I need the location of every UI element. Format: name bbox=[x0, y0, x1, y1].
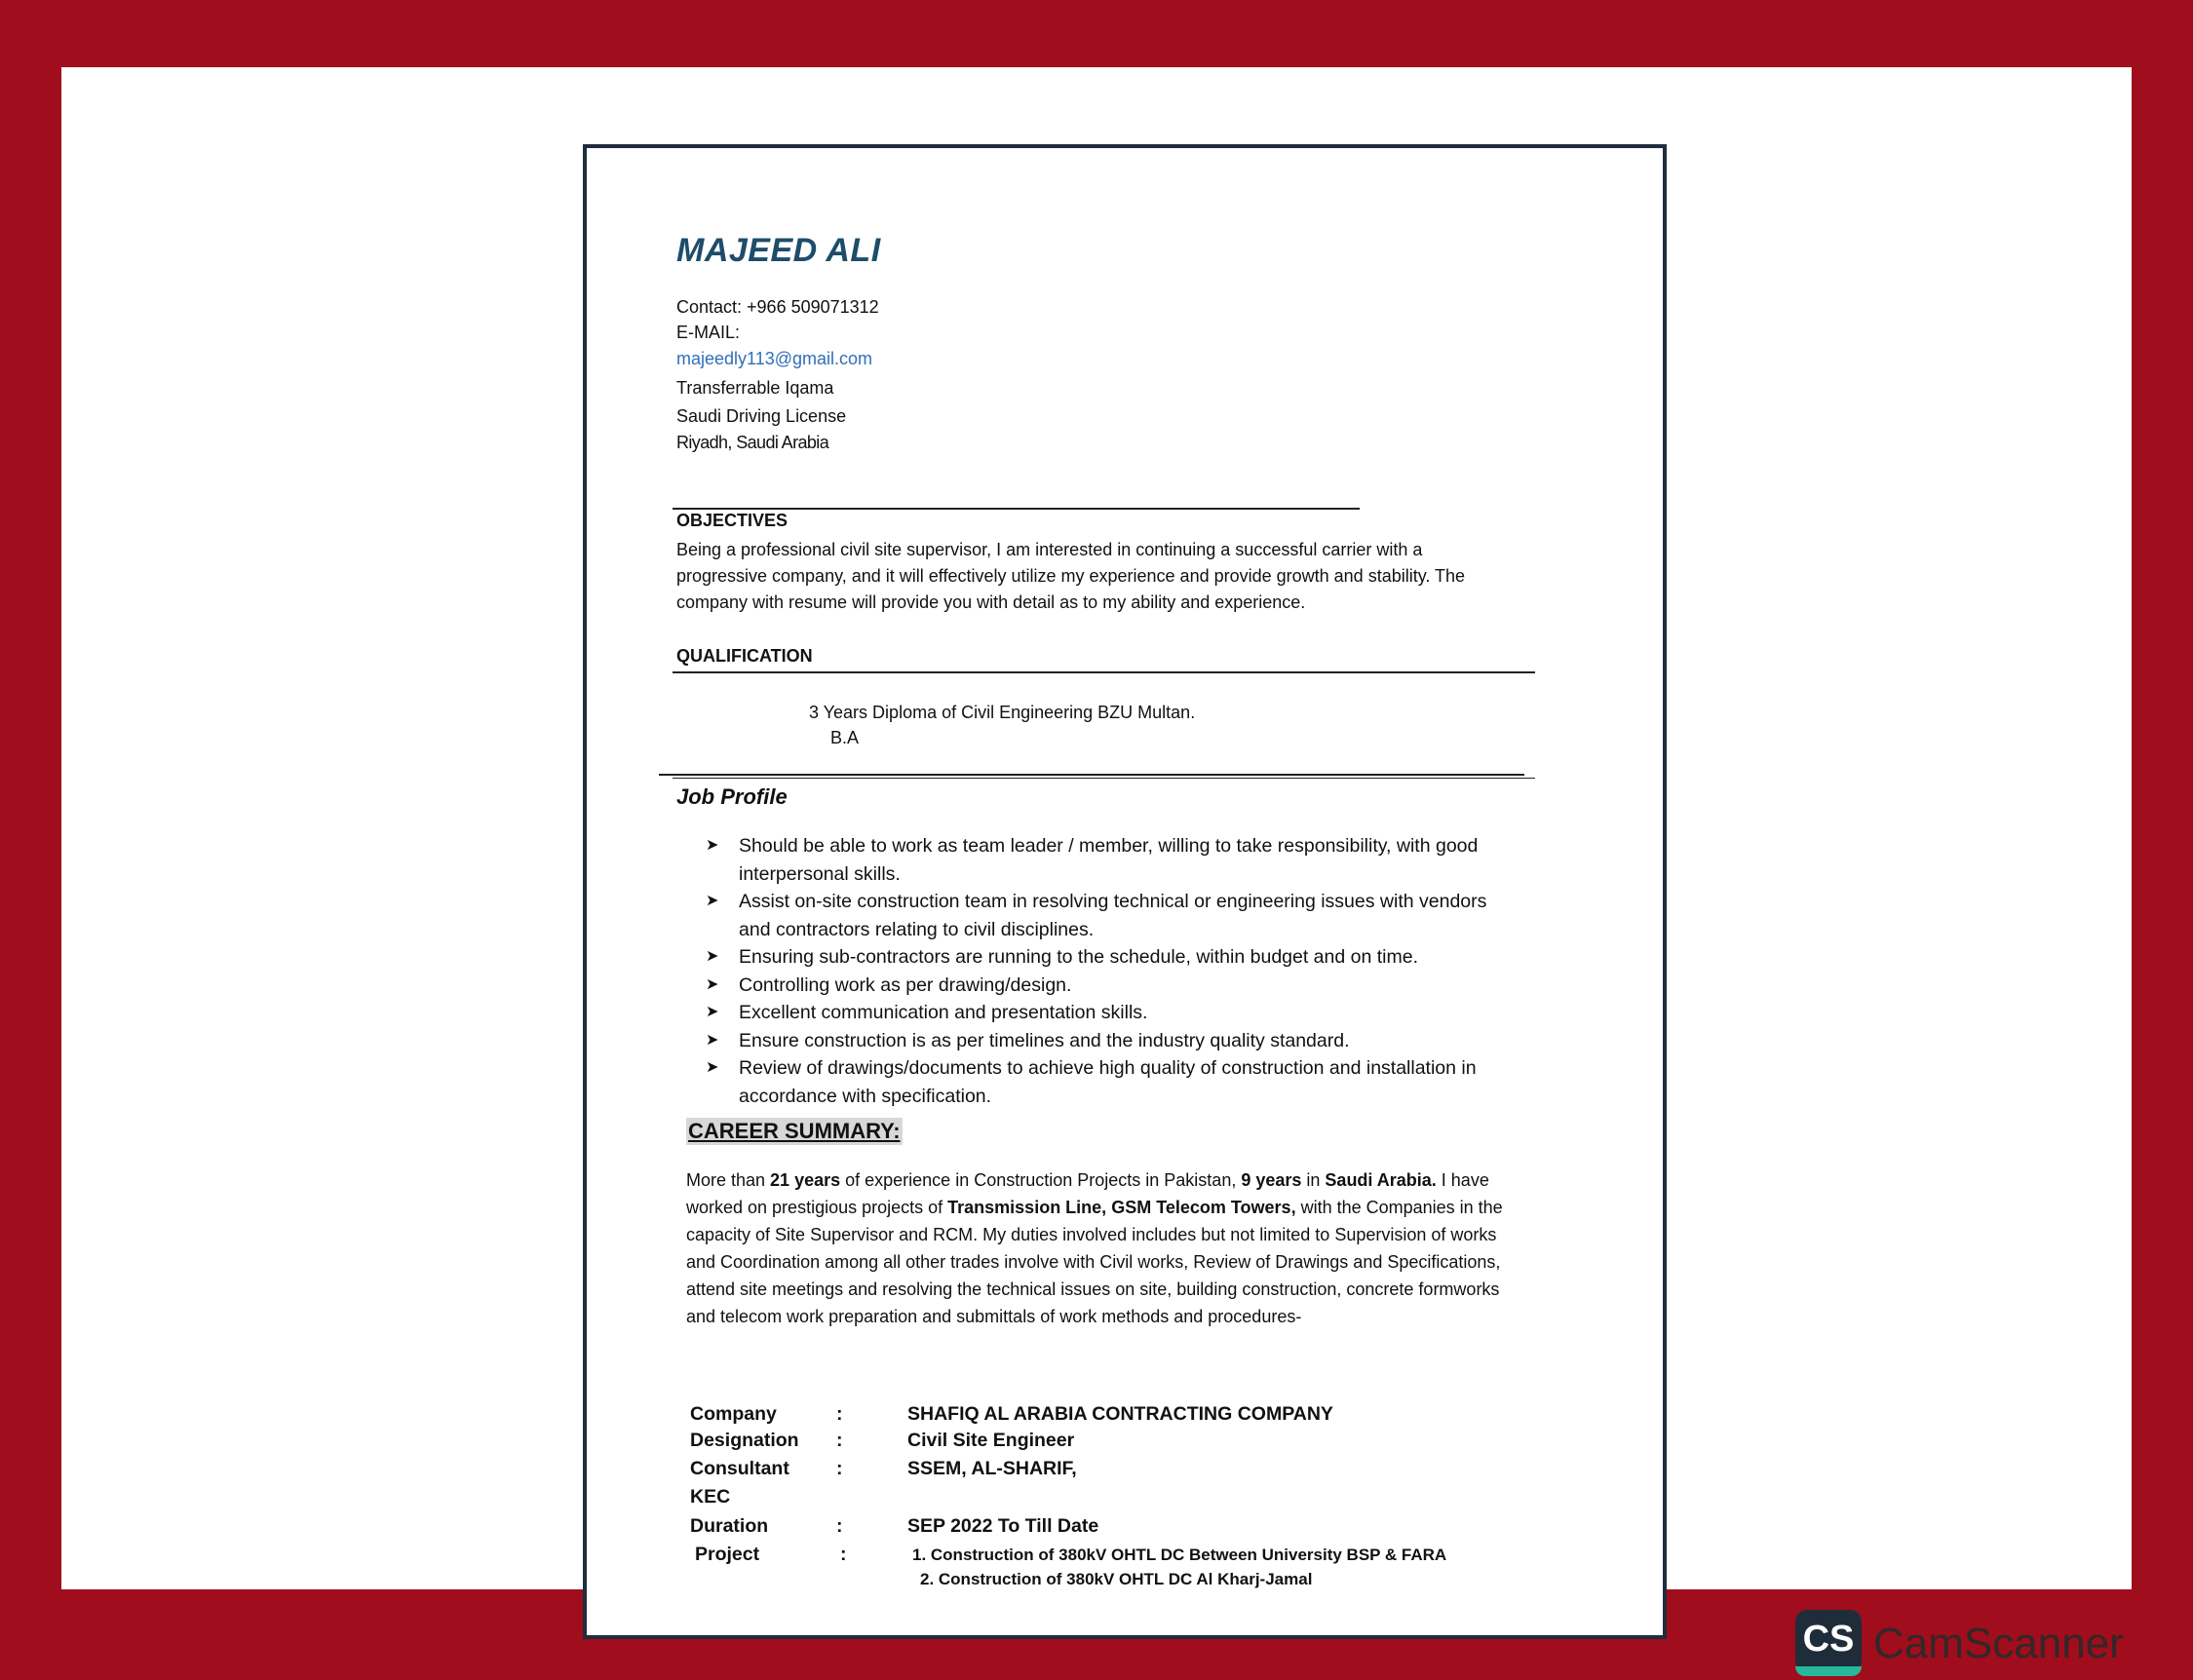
project-2: 2. Construction of 380kV OHTL DC Al Kharj-Jamal bbox=[920, 1570, 1313, 1588]
colon: : bbox=[836, 1403, 843, 1425]
colon: : bbox=[836, 1430, 843, 1451]
list-item: ➤ Ensuring sub-contractors are running to the schedule, within budget and on time. bbox=[706, 943, 1505, 972]
arrow-bullet-icon: ➤ bbox=[706, 1004, 719, 1020]
qualification-diploma: 3 Years Diploma of Civil Engineering BZU Multan. bbox=[809, 703, 1196, 722]
location-text: Riyadh, Saudi Arabia bbox=[676, 433, 829, 452]
candidate-name: MAJEED ALI bbox=[676, 232, 881, 269]
list-item: ➤ Should be able to work as team leader / member, willing to take responsibility, with good interpersonal skills. bbox=[706, 832, 1505, 888]
camscanner-logo-icon: CS bbox=[1795, 1610, 1862, 1672]
duration-value: SEP 2022 To Till Date bbox=[907, 1515, 1099, 1537]
email-label: E-MAIL: bbox=[676, 323, 741, 342]
scan-background bbox=[61, 67, 2132, 1667]
consultant-label: Consultant bbox=[690, 1458, 789, 1479]
consultant-value: SSEM, AL-SHARIF, bbox=[907, 1458, 1077, 1479]
project-1: 1. Construction of 380kV OHTL DC Between University BSP & FARA bbox=[912, 1546, 1447, 1564]
divider bbox=[673, 778, 1535, 779]
contact-phone: Contact: +966 509071312 bbox=[676, 297, 879, 317]
colon: : bbox=[840, 1544, 847, 1565]
duration-label: Duration bbox=[690, 1515, 769, 1537]
career-summary-heading: CAREER SUMMARY: bbox=[688, 1119, 901, 1143]
objectives-line-2: progressive company, and it will effectively utilize my experience and provide growth and stability. The bbox=[676, 566, 1466, 586]
list-item: ➤ Excellent communication and presentation skills. bbox=[706, 999, 1505, 1027]
arrow-bullet-icon: ➤ bbox=[706, 975, 719, 993]
arrow-bullet-icon: ➤ bbox=[706, 893, 719, 909]
objectives-heading: OBJECTIVES bbox=[676, 511, 789, 530]
arrow-bullet-icon: ➤ bbox=[706, 948, 719, 965]
divider bbox=[659, 774, 1524, 776]
company-label: Company bbox=[690, 1403, 777, 1425]
list-item: ➤ Review of drawings/documents to achieve high quality of construction and installation in accordance with specification. bbox=[706, 1054, 1505, 1110]
arrow-bullet-icon: ➤ bbox=[706, 1031, 719, 1049]
camscanner-watermark bbox=[1795, 1610, 2127, 1680]
divider bbox=[673, 671, 1535, 673]
project-label: Project bbox=[695, 1544, 760, 1565]
colon: : bbox=[836, 1458, 843, 1479]
watermark-text: CamScanner bbox=[1873, 1620, 2124, 1667]
designation-value: Civil Site Engineer bbox=[907, 1430, 1075, 1451]
designation-label: Designation bbox=[690, 1430, 799, 1451]
objectives-line-3: company with resume will provide you with detail as to my ability and experience. bbox=[676, 592, 1306, 612]
list-item: ➤ Assist on-site construction team in resolving technical or engineering issues with vendors and contractors relating to civil disciplines. bbox=[706, 888, 1505, 943]
email-link[interactable]: majeedly113@gmail.com bbox=[676, 349, 873, 368]
colon: : bbox=[836, 1515, 843, 1537]
job-profile-heading: Job Profile bbox=[676, 784, 788, 809]
license-text: Saudi Driving License bbox=[676, 406, 847, 426]
list-item: ➤ Controlling work as per drawing/design. bbox=[706, 972, 1505, 1000]
arrow-bullet-icon: ➤ bbox=[706, 1059, 719, 1076]
job-profile-list bbox=[706, 832, 1505, 1110]
resume-page: MAJEED ALI Contact: +966 509071312 E-MAIL: majeedly113@gmail.com Transferrable Iqama Saudi Driving License Riyadh, Saudi Arabia OBJECTIVES Being a professional civil site supervisor, I am interested in continuing a successful carrier with a progressive company, and it will effectively utilize my experience and provide growth and stability. The company with resume will provide you with detail as to my ability and experience. QUALIFICATION 3 Years Diploma of Civil Engineering BZU Multan. B.A Job Profile ➤ Should be able to work as team leader / member, willing to take responsibility, with good interpersonal skills. ➤ Assist on-site construction team in resolving technical or engineering issues with vendors and contractors relating to civil disciplines. ➤ Ensuring sub-contractors are running to the schedule, within budget and on time. ➤ Controlling work as per drawing/design. ➤ Excellent communication and presentation skills. ➤ Ensure construction is as per timelines and the industry quality standard. ➤ Review of drawings/documents to achieve high quality of construction and installation in accordance with specification. CAREER SUMMARY: More than 21 years of experience in Construction Projects in Pakistan, 9 years in Saudi Arabia. I have worked on prestigious projects of Transmission Line, GSM Telecom Towers, with the Companies in the capacity of Site Supervisor and RCM. My duties involved includes but not limited to Supervision of works and Coordination among all other trades involve with Civil works, Review of Drawings and Specifications, attend site meetings and resolving the technical issues on site, building construction, concrete formworks and telecom work preparation and submittals of work methods and procedures- Company : SHAFIQ AL ARABIA CONTRACTING COMPANY Designation : Civil Site Engineer Consultant : SSEM, AL-SHARIF, KEC Duration : SEP 2022 To Till Date Project : 1. Construction of 380kV OHTL DC Between University BSP & FARA 2. Construction of 380kV OHTL DC Al Kharj-Jamal CS CamScanner bbox=[583, 144, 1667, 1639]
qualification-degree: B.A bbox=[830, 728, 860, 747]
qualification-heading: QUALIFICATION bbox=[676, 646, 813, 666]
career-summary-text: More than 21 years of experience in Construction Projects in Pakistan, 9 years in Saudi Arabia. I have worked on prestigious projects of Transmission Line, GSM Telecom Towers, with the Companies in the capacity of Site Supervisor and RCM. My duties involved includes but not limited to Supervision of works and Coordination among all other trades involve with Civil works, Review of Drawings and Specifications, attend site meetings and resolving the technical issues on site, building construction, concrete formworks and telecom work preparation and submittals of work methods and procedures- bbox=[686, 1170, 1503, 1326]
objectives-line-1: Being a professional civil site supervisor, I am interested in continuing a successful carrier with a bbox=[676, 540, 1423, 559]
divider bbox=[673, 508, 1360, 510]
arrow-bullet-icon: ➤ bbox=[706, 837, 719, 854]
company-value: SHAFIQ AL ARABIA CONTRACTING COMPANY bbox=[907, 1403, 1333, 1425]
list-item: ➤ Ensure construction is as per timelines and the industry quality standard. bbox=[706, 1027, 1505, 1055]
iqama-text: Transferrable Iqama bbox=[676, 378, 834, 398]
